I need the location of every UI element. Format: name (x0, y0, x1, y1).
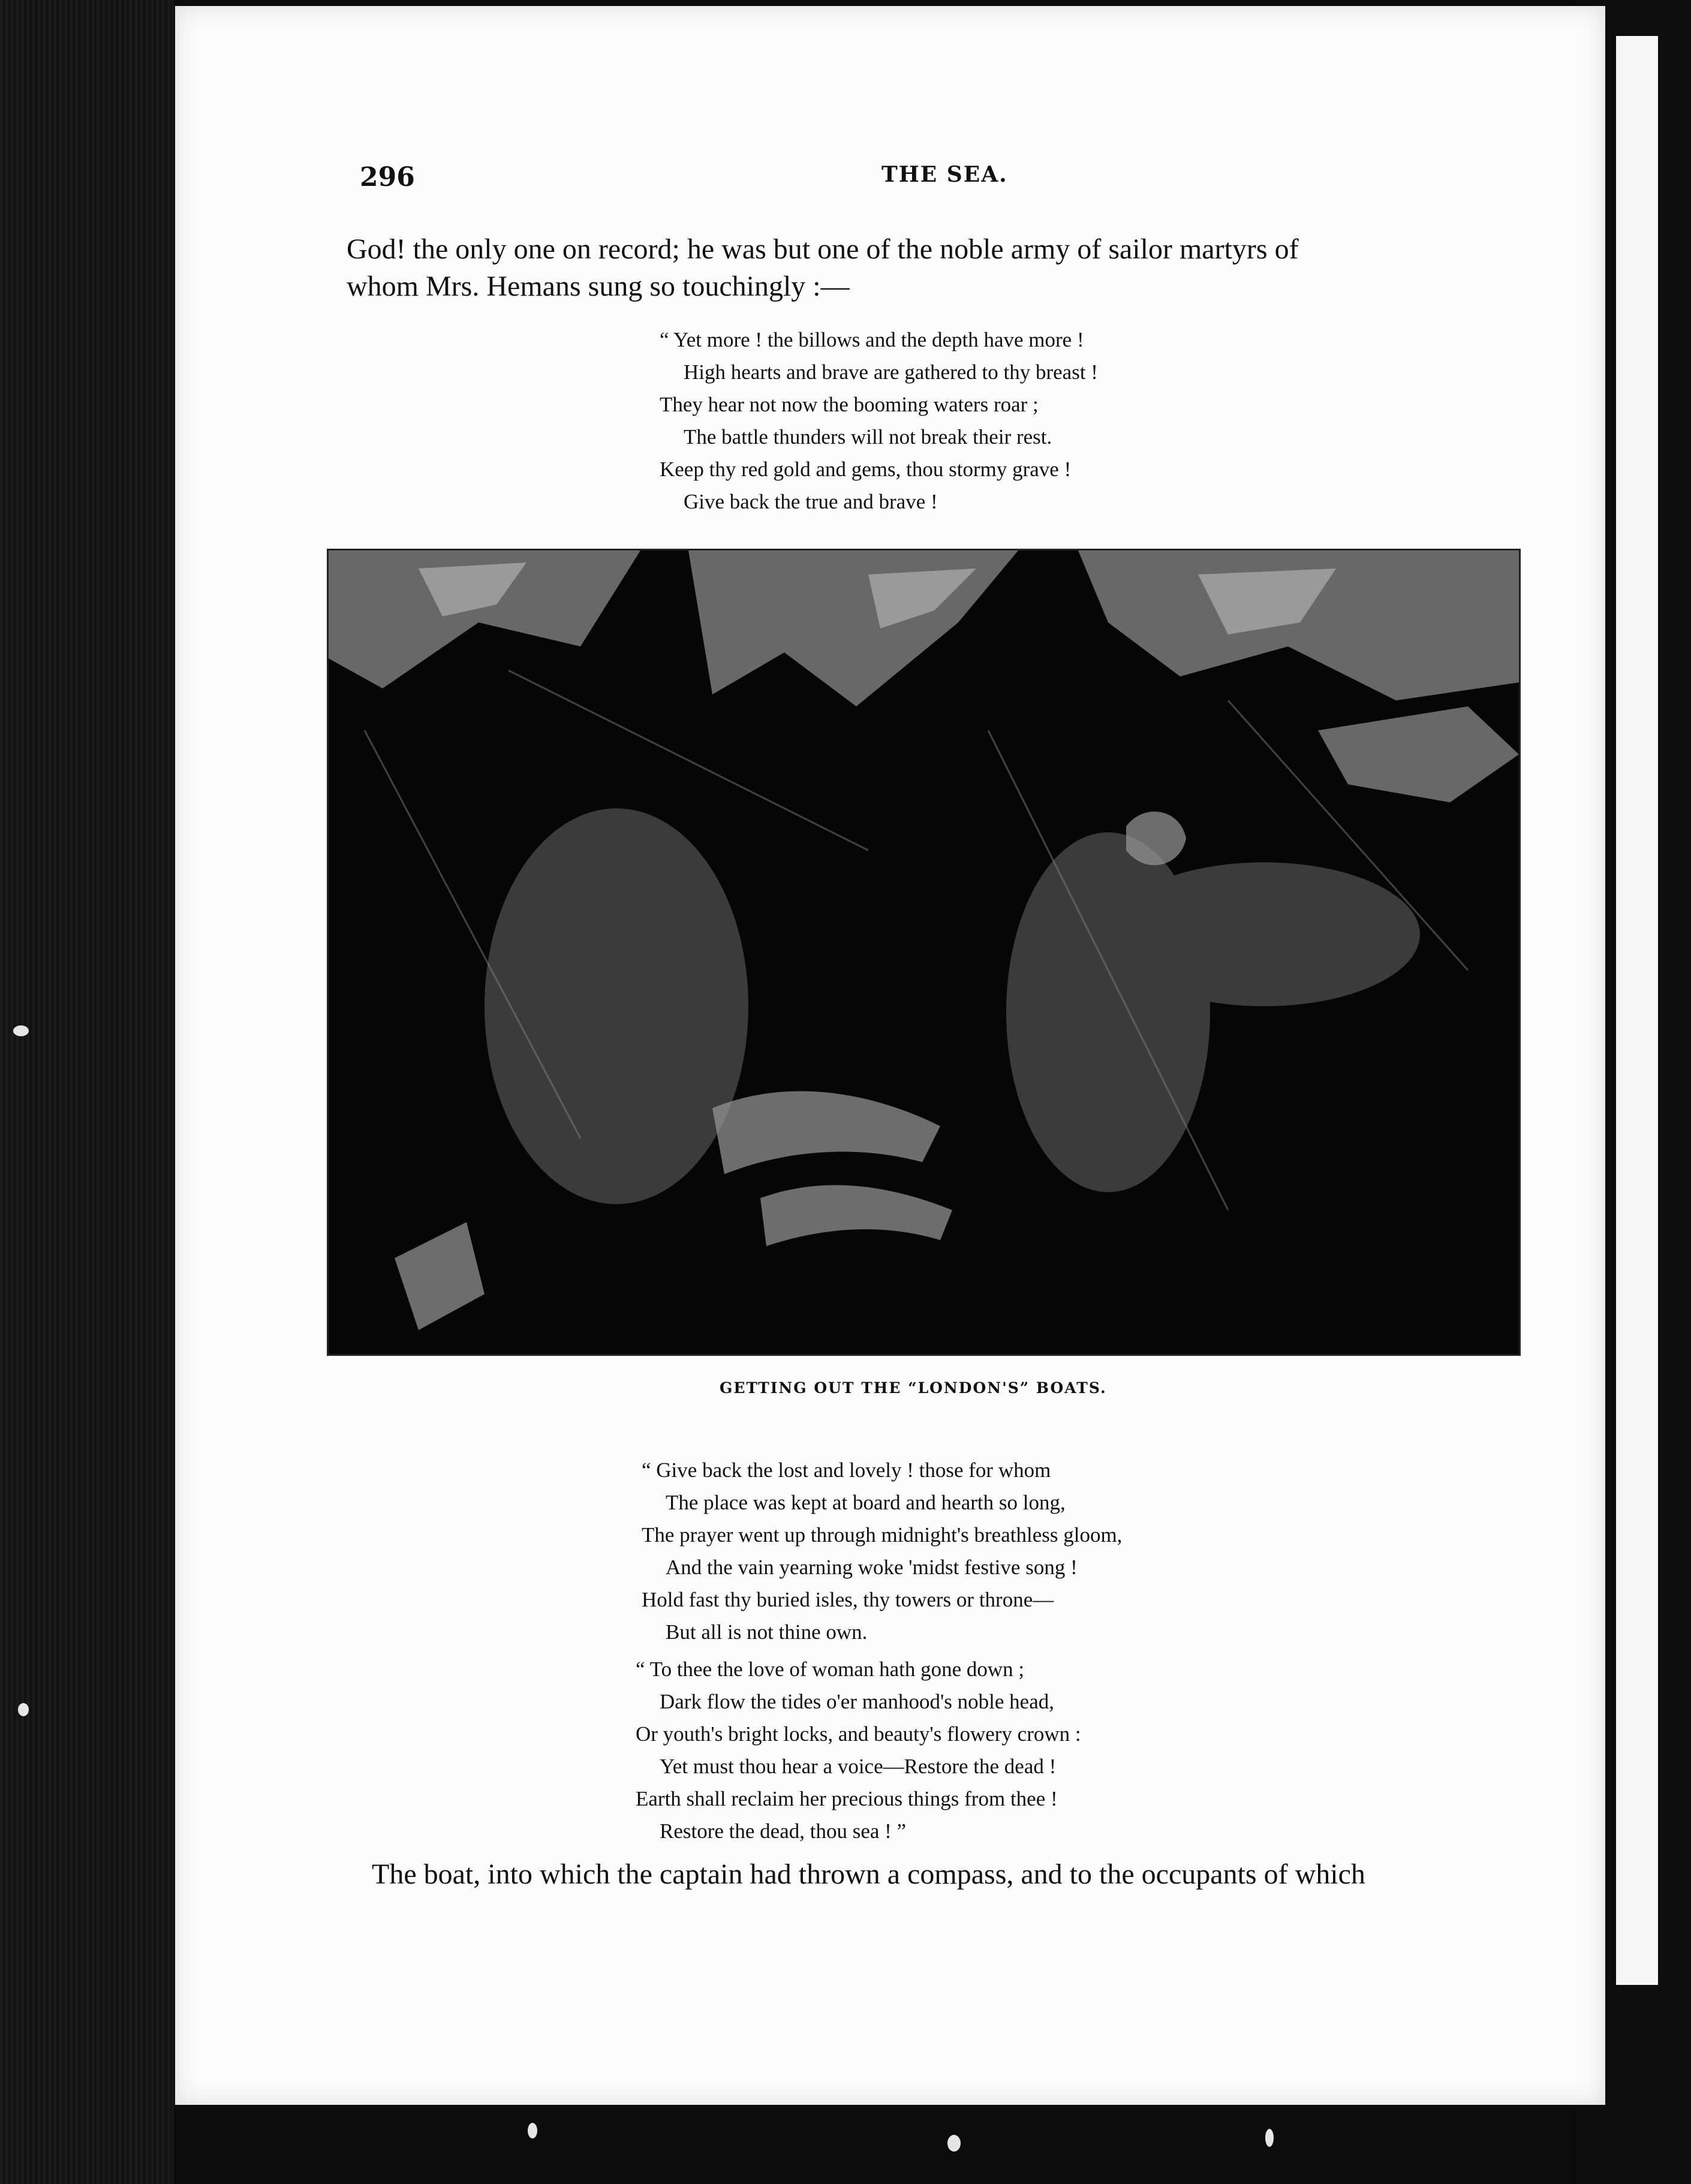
scan-speck (13, 1025, 29, 1036)
poem-line: And the vain yearning woke 'midst festive song ! (666, 1556, 1078, 1579)
scan-speck (528, 2123, 537, 2138)
page-number: 296 (360, 162, 415, 192)
running-title: THE SEA. (881, 162, 1008, 187)
engraving-illustration (327, 549, 1521, 1356)
prose-paragraph-top (347, 231, 1299, 305)
poem-line: “ Yet more ! the billows and the depth have more ! (660, 328, 1084, 351)
poem-line: “ To thee the love of woman hath gone down ; (636, 1657, 1025, 1681)
prose-line: God! the only one on record; he was but one of the noble army of sailor martyrs of (347, 233, 1299, 265)
illustration-caption: GETTING OUT THE “LONDON'S” BOATS. (720, 1379, 1107, 1397)
prose-line: The boat, into which the captain had thrown a compass, and to the occupants of which (372, 1858, 1365, 1890)
poem-line: Dark flow the tides o'er manhood's noble head, (660, 1690, 1054, 1713)
poem-line: The prayer went up through midnight's breathless gloom, (642, 1523, 1123, 1547)
poem-line: They hear not now the booming waters roar ; (660, 393, 1039, 416)
poem-line: The battle thunders will not break their rest. (684, 425, 1052, 449)
prose-line: whom Mrs. Hemans sung so touchingly :— (347, 270, 850, 302)
poem-line: Earth shall reclaim her precious things from thee ! (636, 1787, 1058, 1810)
poem-line: Restore the dead, thou sea ! ” (660, 1819, 907, 1843)
engraving-artwork (329, 550, 1519, 1354)
scan-speck (18, 1703, 29, 1716)
poem-line: Keep thy red gold and gems, thou stormy grave ! (660, 458, 1072, 481)
poem-stanza-1 (660, 324, 1098, 518)
scan-speck (947, 2135, 961, 2152)
poem-line: “ Give back the lost and lovely ! those for whom (642, 1458, 1051, 1482)
book-spine-edge (0, 0, 174, 2184)
poem-stanza-2 (642, 1454, 1122, 1648)
poem-line: Give back the true and brave ! (684, 490, 938, 513)
poem-line: Or youth's bright locks, and beauty's flowery crown : (636, 1722, 1081, 1746)
poem-line: Yet must thou hear a voice—Restore the dead ! (660, 1755, 1057, 1778)
poem-line: High hearts and brave are gathered to thy breast ! (684, 360, 1098, 384)
poem-stanza-3 (636, 1653, 1081, 1848)
prose-paragraph-bottom (372, 1856, 1365, 1893)
poem-line: Hold fast thy buried isles, thy towers or throne— (642, 1588, 1054, 1611)
scan-speck (1265, 2129, 1274, 2147)
poem-line: The place was kept at board and hearth so long, (666, 1491, 1066, 1514)
poem-line: But all is not thine own. (666, 1620, 868, 1644)
adjacent-page-edge (1616, 36, 1658, 1985)
